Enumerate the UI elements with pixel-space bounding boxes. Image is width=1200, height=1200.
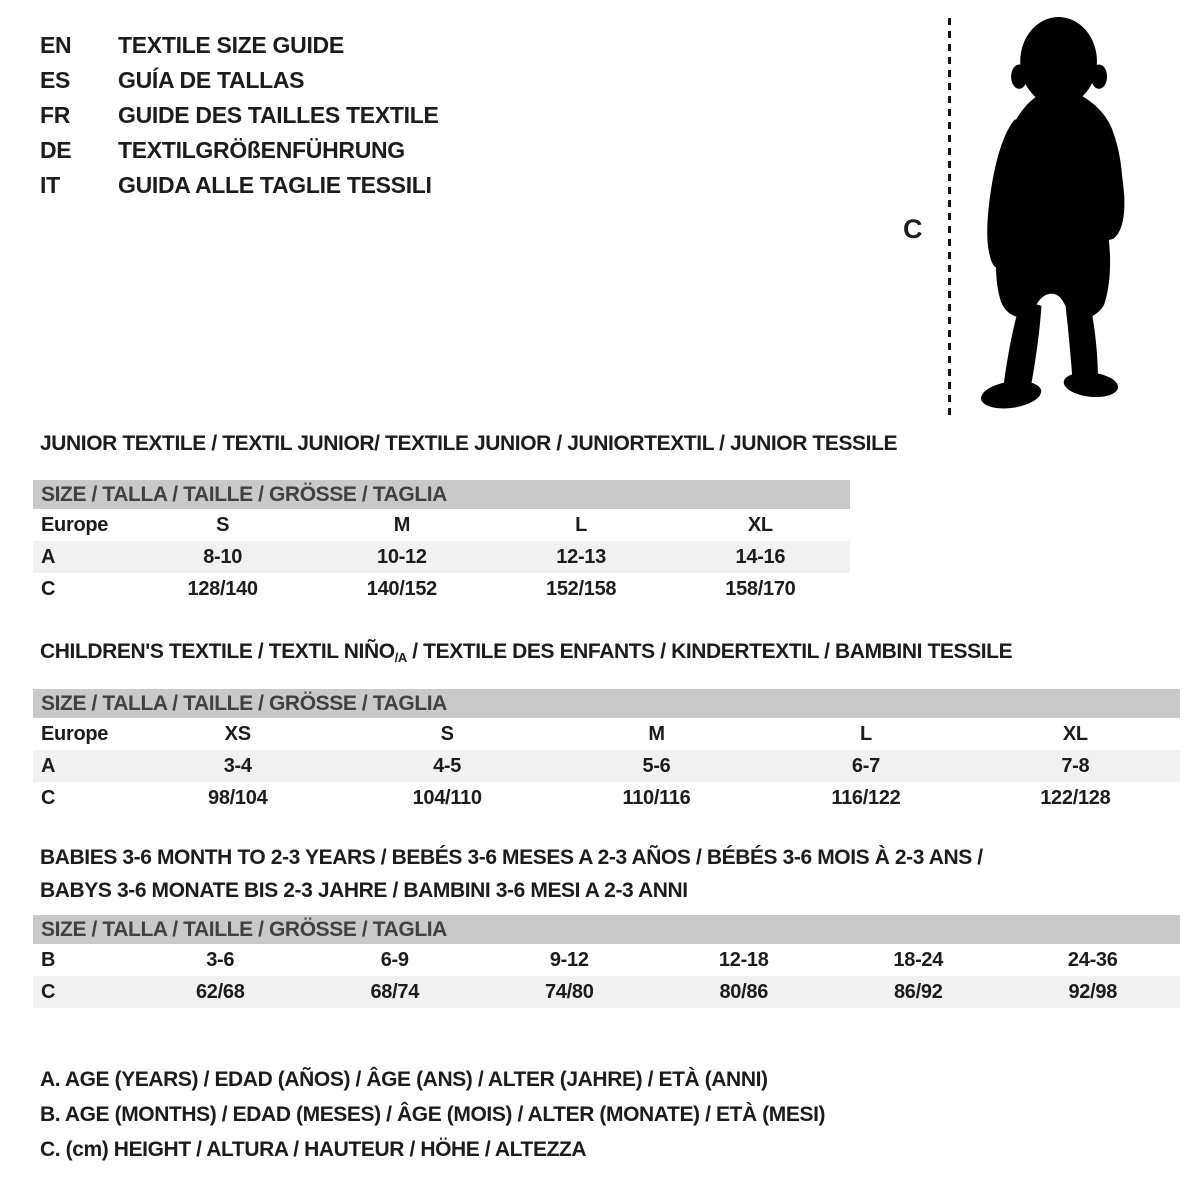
toddler-silhouette-icon	[962, 14, 1140, 418]
table-row-europe	[33, 509, 850, 541]
age-cell: 14-16	[735, 545, 786, 568]
junior-section-title: JUNIOR TEXTILE / TEXTIL JUNIOR/ TEXTILE JUNIOR / JUNIORTEXTIL / JUNIOR TESSILE	[40, 432, 898, 455]
row-label: B	[41, 948, 56, 971]
table-row-height	[33, 782, 1180, 814]
children-size-table	[33, 689, 1180, 814]
age-cell: 12-13	[556, 545, 606, 568]
footnote-height: C. (cm) HEIGHT / ALTURA / HAUTEUR / HÖHE / ALTEZZA	[40, 1138, 587, 1161]
language-legend	[40, 28, 439, 203]
age-cell: 5-6	[642, 754, 671, 777]
language-code: FR	[40, 102, 71, 128]
junior-size-table	[33, 480, 850, 605]
row-label: C	[41, 786, 56, 809]
height-cell: 68/74	[370, 980, 420, 1003]
babies-title-line1: BABIES 3-6 MONTH TO 2-3 YEARS / BEBÉS 3-6 MESES A 2-3 AÑOS / BÉBÉS 3-6 MOIS À 2-3 ANS /	[40, 846, 983, 869]
table-row-height	[33, 976, 1180, 1008]
table-row-europe	[33, 718, 1180, 750]
height-cell: 122/128	[1040, 786, 1111, 809]
row-label: A	[41, 754, 56, 777]
age-cell: 24-36	[1067, 948, 1118, 971]
table-row-age-years	[33, 541, 850, 573]
age-cell: 3-6	[206, 948, 235, 971]
footnotes	[40, 1068, 825, 1173]
age-cell: 10-12	[377, 545, 427, 568]
size-cell: L	[575, 513, 588, 536]
row-label: C	[41, 577, 56, 600]
height-cell: 98/104	[208, 786, 268, 809]
children-title-suffix: / TEXTILE DES ENFANTS / KINDERTEXTIL / BAMBINI TESSILE	[406, 640, 1013, 663]
age-cell: 3-4	[223, 754, 252, 777]
age-cell: 4-5	[433, 754, 462, 777]
height-cell: 116/122	[831, 786, 901, 809]
children-title-prefix: CHILDREN'S TEXTILE / TEXTIL NIÑO	[40, 640, 395, 663]
language-code: IT	[40, 172, 60, 198]
size-cell: M	[648, 722, 665, 745]
height-cell: 86/92	[893, 980, 943, 1003]
row-label: C	[41, 980, 56, 1003]
language-code: ES	[40, 67, 71, 93]
size-cell: XS	[224, 722, 251, 745]
language-title: TEXTILGRÖßENFÜHRUNG	[118, 137, 405, 163]
table-row-age-years	[33, 750, 1180, 782]
height-cell: 104/110	[412, 786, 482, 809]
language-title: TEXTILE SIZE GUIDE	[118, 32, 344, 58]
age-cell: 12-18	[718, 948, 769, 971]
language-row-es	[40, 63, 439, 98]
size-cell: XL	[1062, 722, 1088, 745]
height-cell: 128/140	[187, 577, 258, 600]
height-cell: 152/158	[546, 577, 617, 600]
size-header-bar: SIZE / TALLA / TAILLE / GRÖSSE / TAGLIA	[33, 915, 1180, 944]
babies-section-title	[40, 841, 983, 907]
height-cell: 158/170	[725, 577, 796, 600]
language-title: GUIDE DES TAILLES TEXTILE	[118, 102, 439, 128]
footnote-age-years: A. AGE (YEARS) / EDAD (AÑOS) / ÂGE (ANS) / ALTER (JAHRE) / ETÀ (ANNI)	[40, 1068, 768, 1091]
babies-title-line2: BABYS 3-6 MONATE BIS 2-3 JAHRE / BAMBINI 3-6 MESI A 2-3 ANNI	[40, 879, 688, 902]
height-cell: 110/116	[622, 786, 691, 809]
children-section-title	[40, 640, 1012, 664]
height-cell: 140/152	[366, 577, 437, 600]
language-row-fr	[40, 98, 439, 133]
age-cell: 6-7	[851, 754, 880, 777]
size-cell: M	[393, 513, 411, 536]
size-cell: XL	[747, 513, 773, 536]
row-label: Europe	[41, 513, 109, 536]
size-cell: S	[440, 722, 454, 745]
language-title: GUÍA DE TALLAS	[118, 67, 305, 93]
language-row-de	[40, 133, 439, 168]
language-code: EN	[40, 32, 72, 58]
height-measure-label: C	[903, 214, 923, 244]
age-cell: 7-8	[1061, 754, 1090, 777]
row-label: A	[41, 545, 56, 568]
height-cell: 62/68	[195, 980, 245, 1003]
age-cell: 8-10	[203, 545, 243, 568]
height-cell: 92/98	[1068, 980, 1118, 1003]
row-label: Europe	[41, 722, 109, 745]
height-cell: 74/80	[544, 980, 594, 1003]
babies-size-table	[33, 915, 1180, 1008]
language-code: DE	[40, 137, 72, 163]
table-row-height	[33, 573, 850, 605]
height-dashed-line	[948, 18, 951, 416]
size-header-bar: SIZE / TALLA / TAILLE / GRÖSSE / TAGLIA	[33, 480, 850, 509]
size-header-bar: SIZE / TALLA / TAILLE / GRÖSSE / TAGLIA	[33, 689, 1180, 718]
age-cell: 9-12	[549, 948, 589, 971]
age-cell: 18-24	[893, 948, 944, 971]
footnote-age-months: B. AGE (MONTHS) / EDAD (MESES) / ÂGE (MOIS) / ALTER (MONATE) / ETÀ (MESI)	[40, 1103, 826, 1126]
size-cell: S	[216, 513, 230, 536]
children-title-subscript: /A	[394, 650, 407, 665]
height-cell: 80/86	[719, 980, 769, 1003]
language-row-it	[40, 168, 439, 203]
language-title: GUIDA ALLE TAGLIE TESSILI	[118, 172, 432, 198]
age-cell: 6-9	[380, 948, 409, 971]
size-cell: L	[859, 722, 872, 745]
language-row-en	[40, 28, 439, 63]
table-row-age-months	[33, 944, 1180, 976]
